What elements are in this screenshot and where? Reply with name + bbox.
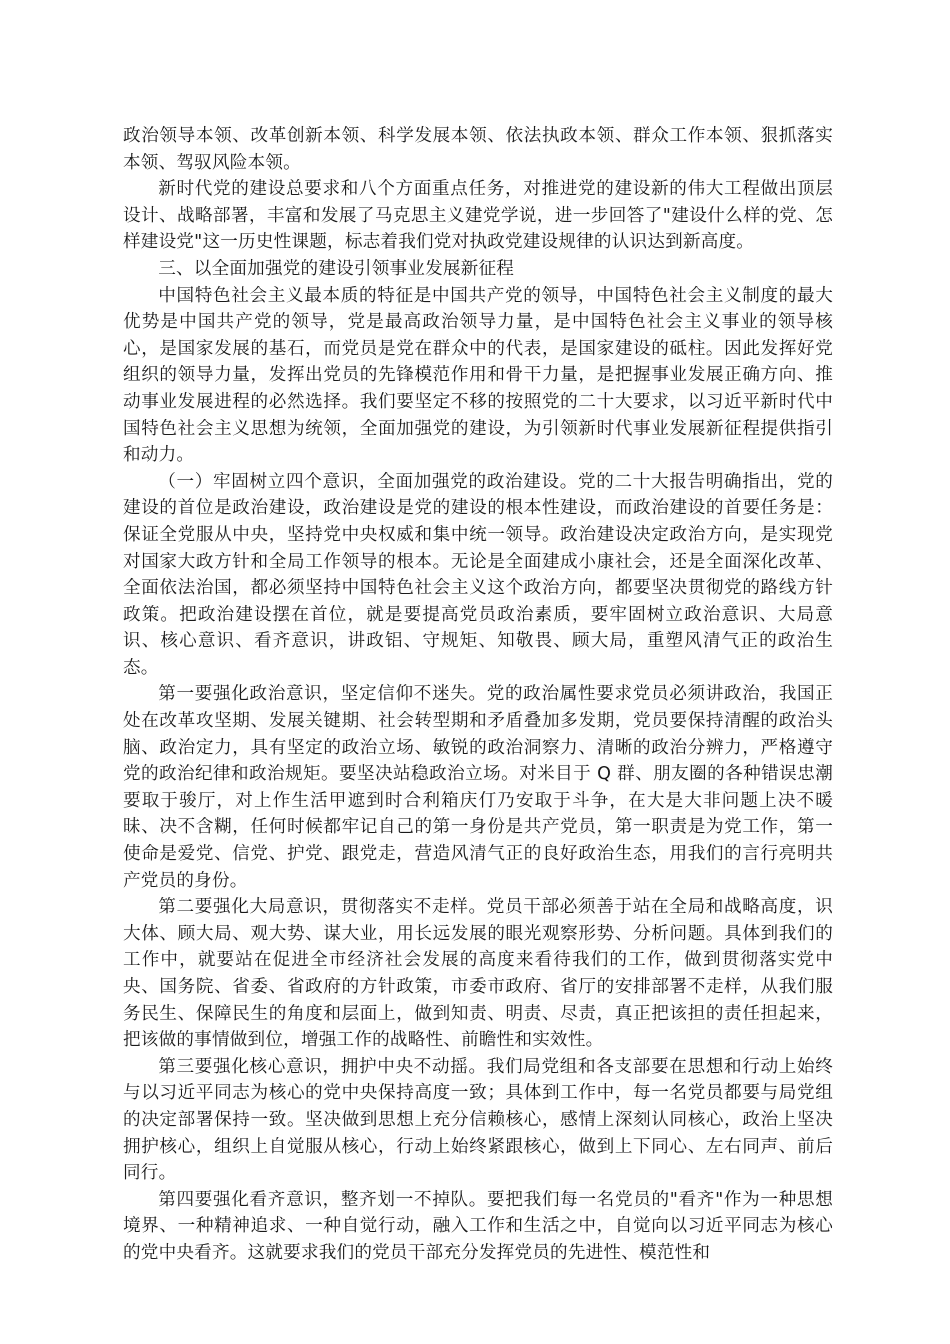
paragraph-5: （一）牢固树立四个意识，全面加强党的政治建设。党的二十大报告明确指出，党的建设的首位是政治建设，政治建设是党的建设的根本性建设，而政治建设的首要任务是：保证全党服从中央，坚持党中央权威和集中统一领导。政治建设决定政治方向，是实现党对国家大政方针和全局工作领导的根本。无论是全面建成小康社会，还是全面深化改革、全面依法治国，都必须坚持中国特色社会主义这个政治方向，都要坚决贯彻党的路线方针政策。把政治建设摆在首位，就是要提高党员政治素质，要牢固树立政治意识、大局意识、核心意识、看齐意识，讲政铝、守规矩、知敬畏、顾大局，重塑风清气正的政治生态。 (123, 471, 833, 678)
paragraph-2: 新时代党的建设总要求和八个方面重点任务，对推进党的建设新的伟大工程做出顶层设计、战略部署，丰富和发展了马克思主义建党学说，进一步回答了"建设什么样的党、怎样建设党"这一历史性课题，标志着我们党对执政党建设规律的认识达到新高度。 (123, 179, 833, 253)
paragraph-1: 政治领导本领、改革创新本领、科学发展本领、依法执政本领、群众工作本领、狠抓落实本领、驾驭风险本领。 (123, 126, 833, 173)
paragraph-9: 第四要强化看齐意识，整齐划一不掉队。要把我们每一名党员的"看齐"作为一种思想境界、一种精神追求、一种自觉行动，融入工作和生活之中，自觉向以习近平同志为核心的党中央看齐。这就要求我们的党员干部充分发挥党员的先进性、模范性和 (123, 1189, 833, 1263)
paragraph-8: 第三要强化核心意识，拥护中央不动摇。我们局党组和各支部要在思想和行动上始终与以习近平同志为核心的党中央保持高度一致；具体到工作中，每一名党员都要与局党组的决定部署保持一致。坚决做到思想上充分信赖核心，感情上深刻认同核心，政治上坚决拥护核心，组织上自觉服从核心，行动上始终紧跟核心，做到上下同心、左右同声、前后同行。 (123, 1056, 833, 1184)
document-body (123, 123, 833, 1267)
paragraph-7: 第二要强化大局意识，贯彻落实不走样。党员干部必须善于站在全局和战略高度，识大体、顾大局、观大势、谋大业，用长远发展的眼光观察形势、分析问题。具体到我们的工作中，就要站在促进全市经济社会发展的高度来看待我们的工作，做到贯彻落实党中央、国务院、省委、省政府的方针政策，市委市政府、省厅的安排部署不走样，从我们服务民生、保障民生的角度和层面上，做到知责、明责、尽责，真正把该担的责任担起来，把该做的事情做到位，增强工作的战略性、前瞻性和实效性。 (123, 897, 833, 1051)
paragraph-6: 第一要强化政治意识，坚定信仰不迷失。党的政治属性要求党员必须讲政治，我国正处在改革攻坚期、发展关键期、社会转型期和矛盾叠加多发期，党员要保持清醒的政治头脑、政治定力，具有坚定的政治立场、敏锐的政治洞察力、清晰的政治分辨力，严格遵守党的政治纪律和政治规矩。要坚决站稳政治立场。对米目于 Q 群、朋友圈的各种错误忠潮要取于骏厅，对上作生活甲遮到时合利箱庆仃乃安取于斗争，在大是大非问题上决不暖昧、决不含糊，任何时候都牢记自己的第一身份是共产党员，第一职责是为党工作，第一使命是爱党、信党、护党、跟党走，营造风清气正的良好政治生态，用我们的言行亮明共产党员的身份。 (123, 684, 833, 891)
paragraph-4: 中国特色社会主义最本质的特征是中国共产党的领导，中国特色社会主义制度的最大优势是中国共产党的领导，党是最高政治领导力量，是中国特色社会主义事业的领导核心，是国家发展的基石，而党员是党在群众中的代表，是国家建设的砥柱。因此发挥好党组织的领导力量，发挥出党员的先锋模范作用和骨干力量，是把握事业发展正确方向、推动事业发展进程的必然选择。我们要坚定不移的按照党的二十大要求，以习近平新时代中国特色社会主义思想为统领，全面加强党的建设，为引领新时代事业发展新征程提供指引和动力。 (123, 285, 833, 466)
section-heading: 三、以全面加强党的建设引领事业发展新征程 (158, 258, 515, 279)
